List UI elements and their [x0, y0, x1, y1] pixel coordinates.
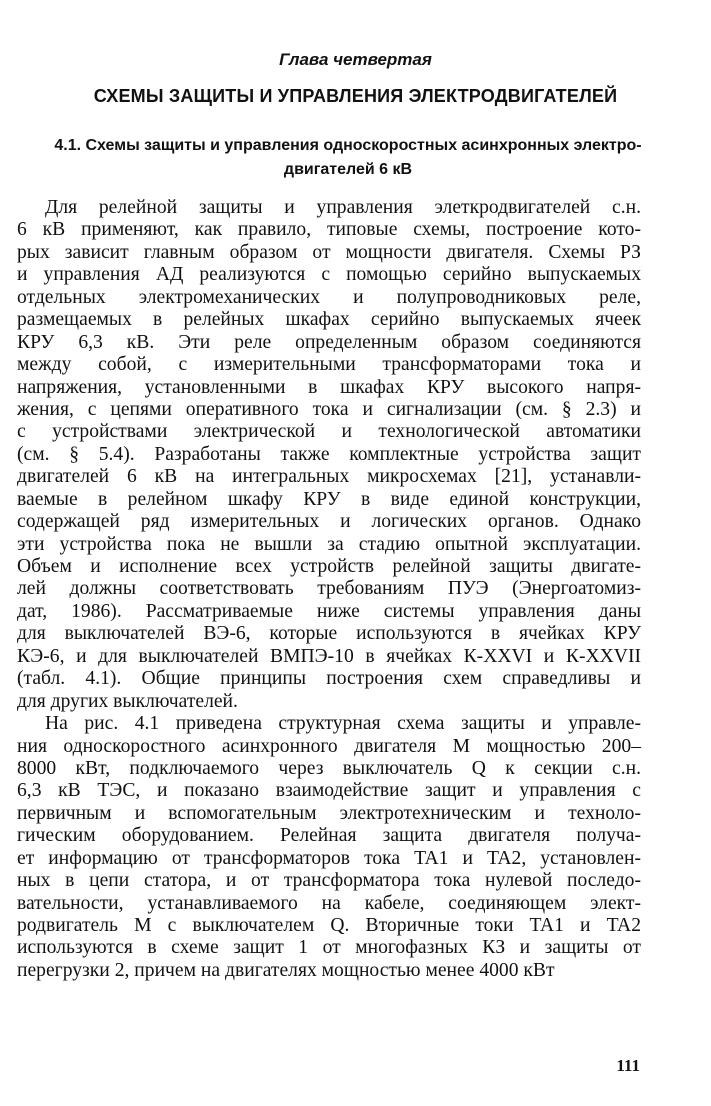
text-line: ваемые в релейном шкафу КРУ в виде единой конструкции, [17, 488, 641, 510]
paragraph-2 [17, 713, 641, 982]
text-line: двигателей 6 кВ на интегральных микросхемах [21], устанавли- [17, 466, 641, 488]
text-line: и управления АД реализуются с помощью серийно выпускаемых [17, 264, 641, 286]
text-line: 6,3 кВ ТЭС, и показано взаимодействие защит и управления с [17, 780, 641, 802]
text-line: ет информацию от трансформаторов тока TA1 и TA2, установлен- [17, 847, 641, 869]
text-line: Объем и исполнение всех устройств релейной защиты двигате- [17, 556, 641, 577]
text-line: между собой, с измерительными трансформаторами тока и [17, 354, 641, 376]
text-line: ных в цепи статора, и от трансформатора тока нулевой последо- [17, 870, 641, 892]
text-line: вательности, устанавливаемого на кабеле, соединяющем элект- [17, 892, 641, 914]
text-line: 8000 кВт, подключаемого через выключатель Q к секции с.н. [17, 757, 641, 779]
text-line: используются в схеме защит 1 от многофазных КЗ и защиты от [17, 937, 641, 959]
text-line: для других выключателей. [17, 690, 238, 712]
text-line: отдельных электромеханических и полупроводниковых реле, [17, 286, 641, 308]
text-line: лей должны соответствовать требованиям ПУЭ (Энергоатомиз- [17, 578, 641, 600]
page-number: 111 [616, 1056, 640, 1075]
text-line: первичным и вспомогательным электротехническим и техноло- [17, 802, 641, 824]
text-line: КРУ 6,3 кВ. Эти реле определенным образом соединяются [17, 331, 641, 353]
text-line: размещаемых в релейных шкафах серийно выпускаемых ячеек [17, 309, 641, 331]
section-title-line: 4.1. Схемы защиты и управления односкоростных асинхронных электро- [54, 137, 642, 154]
text-line: КЭ-6, и для выключателей ВМПЭ-10 в ячейках К-XXVI и К-XXVII [17, 645, 641, 667]
chapter-label: Глава четвертая [279, 50, 432, 69]
text-line: 6 кВ применяют, как правило, типовые схемы, построение кото- [17, 219, 641, 241]
text-line: перегрузки 2, причем на двигателях мощностью менее 4000 кВт [17, 959, 555, 981]
text-line: для выключателей ВЭ-6, которые используются в ячейках КРУ [17, 623, 641, 645]
body-text [17, 197, 641, 982]
text-line: эти устройства пока не вышли за стадию опытной эксплуатации. [17, 533, 641, 555]
text-line: рых зависит главным образом от мощности двигателя. Схемы РЗ [17, 241, 641, 263]
text-line: напряжения, установленными в шкафах КРУ высокого напря- [17, 376, 641, 398]
chapter-title: СХЕМЫ ЗАЩИТЫ И УПРАВЛЕНИЯ ЭЛЕКТРОДВИГАТЕЛЕЙ [93, 86, 618, 106]
section-title-line: двигателей 6 кВ [283, 161, 413, 178]
section-title [28, 134, 668, 182]
text-line: (см. § 5.4). Разработаны также комплектные устройства защит [17, 443, 641, 465]
text-line: ния односкоростного асинхронного двигателя M мощностью 200– [17, 735, 641, 757]
text-line: Для релейной защиты и управления элеткродвигателей с.н. [45, 197, 641, 218]
text-line: с устройствами электрической и технологической автоматики [17, 421, 641, 443]
text-line: жения, с цепями оперативного тока и сигнализации (см. § 2.3) и [17, 398, 641, 420]
text-line: содержащей ряд измерительных и логических органов. Однако [17, 511, 641, 533]
text-line: родвигатель M с выключателем Q. Вторичные токи TA1 и TA2 [17, 915, 641, 936]
paragraph-1 [17, 197, 641, 713]
text-line: дат, 1986). Рассматриваемые ниже системы управления даны [17, 600, 641, 622]
text-line: (табл. 4.1). Общие принципы построения схем справедливы и [17, 668, 641, 690]
text-line: На рис. 4.1 приведена структурная схема защиты и управле- [45, 713, 641, 735]
text-line: гическим оборудованием. Релейная защита двигателя получа- [17, 825, 641, 847]
